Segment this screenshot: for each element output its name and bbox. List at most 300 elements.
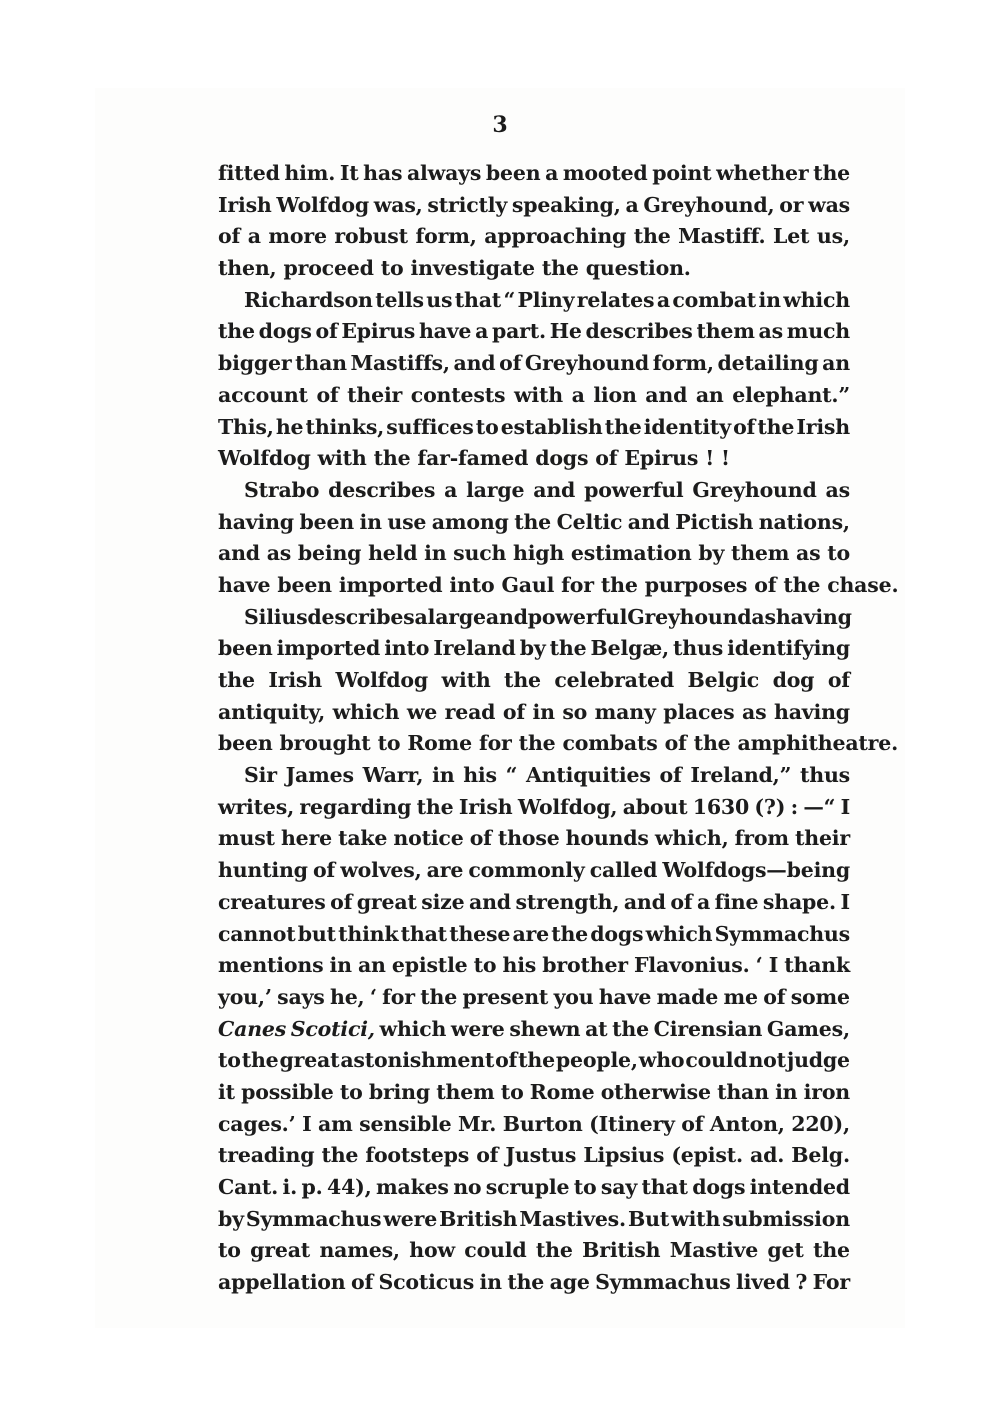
word: have [598,984,652,1009]
word: Rome [529,1079,595,1104]
word: Wolfdogs—being [662,858,850,883]
word: a [656,287,670,312]
word: a [545,161,559,185]
word: Strabo [244,477,320,502]
word: you [553,984,594,1009]
word: Wolfdog [276,192,369,217]
word: Greyhound [627,604,752,629]
word: “ [503,287,516,312]
word: into [449,572,495,597]
word: Ireland,” [690,763,792,788]
word: places [663,699,735,724]
word: been [218,731,273,756]
word: dogs [590,921,644,946]
word: British [582,1238,661,1263]
word: get [767,1238,804,1263]
word: 44), [327,1175,372,1199]
word: of [495,1048,518,1073]
word: to [339,1079,363,1104]
word: Rome [407,731,472,756]
word: an [822,351,850,376]
word: was, [373,192,423,217]
word: describes [585,319,693,344]
word: the [535,1238,573,1263]
word: speaking, [511,192,621,217]
word: that [454,287,502,312]
word: makes [376,1175,449,1199]
word: no [453,1175,482,1199]
word: James [285,763,354,788]
word: of [469,826,492,851]
word: ! [705,446,714,471]
word: the [541,256,579,281]
word: must [218,826,275,851]
word: been [299,509,354,534]
word: thinks, [305,414,385,439]
word: a [475,319,489,344]
word: imported [338,572,443,597]
word: proceed [283,256,374,281]
word: Burton [502,1111,583,1136]
text-line [218,823,850,855]
word: which [379,1016,447,1041]
word: fitted [218,161,280,185]
word: But [628,1206,670,1231]
word: chase. [827,572,899,597]
word: who [638,1048,685,1073]
word: us, [816,224,850,249]
word: among [431,509,509,534]
word: strictly [427,192,508,217]
word: with [317,446,367,471]
word: imported [276,636,381,661]
word: Mastive [669,1238,759,1263]
word: footsteps [365,1143,470,1168]
text-line [218,982,850,1014]
word: i. [282,1175,298,1199]
word: combat [672,287,757,312]
word: such [453,541,507,566]
word: Belg. [791,1143,850,1168]
word: Irish [796,414,850,439]
word: describes [328,477,436,502]
word: Mr. [458,1111,497,1136]
word: a [625,192,639,217]
text-line [218,570,899,602]
text-line [218,158,850,190]
word: having [773,699,850,724]
word: and [645,382,688,407]
word: with [513,382,563,407]
word: lion [593,382,637,407]
word: of [315,319,338,344]
text-line [218,855,850,887]
word: bring [368,1079,430,1104]
word: having [218,509,294,534]
word: into [384,636,430,661]
text-line [218,1014,850,1046]
word: names, [319,1238,400,1263]
word: wolves, [340,858,422,883]
word: their [347,382,403,407]
word: astonishment [340,1048,495,1073]
word: Symmachus [714,921,850,946]
word: by [698,541,725,566]
word: combats [562,731,658,756]
text-line [218,1235,850,1267]
word: Gaul [501,572,555,597]
word: been [277,572,332,597]
word: epistle [391,953,468,978]
word: and [623,889,666,914]
word: powerful [527,604,628,629]
word: from [734,826,789,851]
word: the [514,509,552,534]
word: of [670,889,693,914]
word: tells [375,287,424,312]
word: and [627,509,670,534]
word: the [373,446,411,471]
word: (epist. [671,1143,743,1168]
word: how [409,1238,455,1263]
word: of [595,446,618,471]
word: a [247,224,261,249]
word: being [297,541,362,566]
text-line [218,507,850,539]
word: Wolfdog [218,446,311,471]
word: hounds [565,826,649,851]
word: brought [279,731,371,756]
word: Sir [244,763,277,788]
word: lived [736,1270,790,1295]
word: high [512,541,565,566]
text-line [218,475,850,507]
word: Flavonius. [634,953,750,978]
text-line [218,412,850,444]
word: at [585,1016,608,1041]
word: detailing [717,351,819,376]
word: in [432,763,455,788]
word: the [757,414,795,439]
word: in [479,1270,502,1295]
word: scruple [485,1175,570,1199]
word: form, [652,351,714,376]
word: of [350,1270,374,1295]
word: the [420,984,458,1009]
word: question. [585,256,691,281]
text-line [218,285,850,317]
word: the [321,1143,359,1168]
word: amphitheatre. [737,731,899,756]
word: of [502,699,525,724]
word: of [659,763,682,788]
word: dogs [692,1175,746,1199]
text-line [218,1267,850,1299]
word: it [218,1079,235,1104]
word: some [790,984,850,1009]
word: suffices [386,414,474,439]
word: in [532,699,555,724]
text-line [218,697,850,729]
word: in [424,541,447,566]
word: the [633,224,671,249]
word: to [377,731,401,756]
word: account [218,382,308,407]
word: for [478,731,512,756]
word: so [562,699,588,724]
word: in [359,509,382,534]
word: strength, [515,889,620,914]
word: was [808,192,850,217]
text-line [218,1045,850,1077]
word: treading [218,1143,315,1168]
word: notice [393,826,464,851]
word: in [758,287,781,312]
word: Greyhound [524,351,650,376]
word: the [416,794,454,819]
text-line [218,1077,850,1109]
word: for [561,572,594,597]
word: to [475,414,499,439]
word: much [786,319,850,344]
word: thus [673,636,724,661]
word: Let [772,224,810,249]
word: contests [410,382,506,407]
word: Antiquities [525,763,651,788]
word: size [421,889,465,914]
word: and [218,541,260,566]
word: having [775,604,852,629]
word: Mastives. [519,1206,626,1231]
word: a [414,604,428,629]
word: whether [716,161,809,185]
word: form, [415,224,477,249]
word: dog [772,668,815,692]
word: we [406,699,438,724]
word: cages.’ [218,1111,296,1136]
word: part. [491,319,546,344]
word: age [549,1270,590,1295]
word: than [295,351,347,376]
word: identifying [727,636,850,661]
word: Irish [268,668,322,692]
word: with [441,668,491,692]
word: the [507,1270,545,1295]
word: describes [307,604,415,629]
word: but [297,921,336,946]
text-line [218,1109,850,1141]
word: to [218,1048,241,1073]
word: and [533,477,576,502]
word: by [218,1206,244,1231]
text-line [218,443,850,475]
word: more [268,224,327,249]
text-line [218,316,850,348]
word: of [827,668,850,692]
word: bigger [218,351,292,376]
word: to [218,1238,241,1263]
text-line [218,919,850,951]
word: of [499,351,522,376]
word: identity [643,414,731,439]
word: not [748,1048,786,1073]
word: were [383,1206,438,1231]
word: of [681,1111,704,1136]
word: Scoticus [378,1270,475,1295]
word: (Itinery [589,1111,675,1136]
word: Epirus [341,319,416,344]
word: point [652,161,712,185]
word: shape. [762,889,836,914]
word: Cirensian [653,1016,763,1041]
word: Belgæ, [590,636,669,661]
text-line [218,1204,850,1236]
word: iron [803,1079,850,1104]
text-line [218,1140,850,1172]
word: these [449,921,511,946]
word: Anton, [709,1111,785,1136]
word: Greyhound [692,477,817,502]
word: think [338,921,399,946]
word: are [512,921,549,946]
word: his [463,763,497,788]
word: Pliny [517,287,575,312]
word: sensible [359,1111,452,1136]
word: fine [714,889,759,914]
word: them [730,541,790,566]
word: about [622,794,688,819]
word: me [723,984,758,1009]
word: that [641,1175,688,1199]
word: been [485,161,541,185]
word: the [612,1016,649,1041]
word: them [436,1079,495,1104]
word: am [318,1111,353,1136]
text-line [218,190,850,222]
word: them [696,319,755,344]
word: It [339,161,359,185]
word: present [462,984,549,1009]
word: to [473,953,497,978]
word: the [813,1238,850,1263]
word: thus [799,763,850,788]
word: of [218,224,241,249]
word: as [742,699,767,724]
text-line [218,253,850,285]
word: Celtic [556,509,623,534]
word: Mastiff. [678,224,766,249]
word: Games, [766,1016,850,1041]
word: estimation [570,541,692,566]
text-line [218,221,850,253]
word: been [218,636,273,661]
word: have [418,319,472,344]
word: of [316,382,339,407]
word: Symmachus [245,1206,382,1231]
word: judge [786,1048,850,1073]
word: Richardson [244,287,373,312]
word: I [302,1111,312,1136]
page-number: 3 [492,112,508,138]
word: “ [505,763,518,788]
word: Belgic [687,668,760,692]
word: of [664,731,687,756]
word: say [600,1175,638,1199]
word: ‘ [755,953,763,978]
word: by [519,636,546,661]
word: great [356,889,417,914]
word: and [485,604,528,629]
word: to [573,1175,597,1199]
word: Greyhound, [643,192,775,217]
word: Irish [218,192,272,217]
word: that [400,921,447,946]
word: in [329,953,352,978]
word: of [312,858,336,883]
word: are [426,858,464,883]
word: of [330,889,353,914]
word: as [758,319,783,344]
word: Wolfdog, [517,794,618,819]
word: always [406,161,482,185]
word: shewn [509,1016,581,1041]
word: the [600,572,638,597]
word: 220), [791,1111,850,1136]
word: he, [330,984,365,1009]
word: than [717,1079,769,1104]
word: p. [301,1175,323,1199]
word: here [280,826,332,851]
word: investigate [410,256,535,281]
word: cannot [218,921,296,946]
word: For [812,1270,850,1295]
word: Justus [505,1143,577,1168]
word: an [695,382,724,407]
word: brother [542,953,628,978]
word: then, [218,256,277,281]
word: Irish [458,794,513,819]
word: us [426,287,453,312]
word: Ireland [433,636,516,661]
word: intended [749,1175,850,1199]
word: held [368,541,418,566]
word: thank [784,953,850,978]
text-line [218,950,850,982]
word: (?) [754,794,786,819]
word: mentions [218,953,324,978]
word: appellation [218,1270,346,1295]
word: Canes [218,1016,287,1041]
word: those [497,826,560,851]
word: Cant. [218,1175,279,1199]
word: of [763,984,786,1009]
word: purposes [644,572,748,597]
text-line [218,792,850,824]
word: of [733,414,756,439]
word: approaching [484,224,627,249]
word: with [671,1206,721,1231]
word: the [518,1048,555,1073]
word: Symmachus [595,1270,731,1295]
word: him. [284,161,336,185]
word: take [338,826,388,851]
text-line [218,602,850,634]
word: the [241,1048,279,1073]
word: made [656,984,719,1009]
word: the [504,668,541,692]
word: —“ [803,794,836,819]
word: He [549,319,582,344]
